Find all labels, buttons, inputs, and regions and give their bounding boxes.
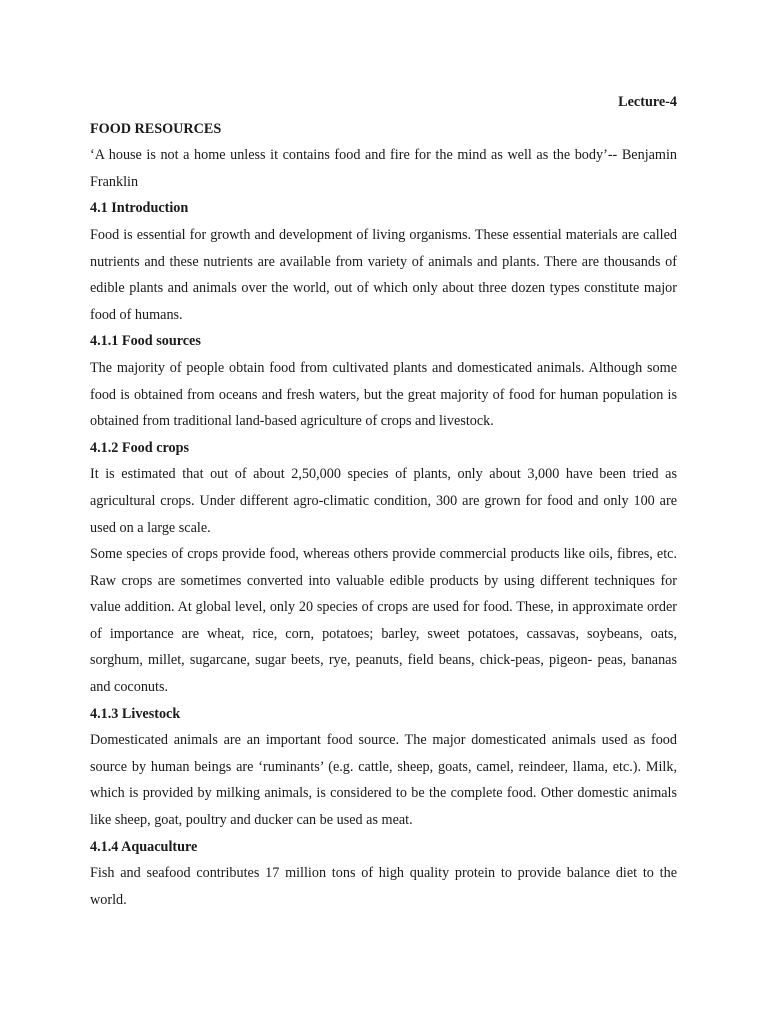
lecture-label: Lecture-4 xyxy=(618,94,677,110)
opening-quote: ‘A house is not a home unless it contains food and fire for the mind as well as the body’-- Benjamin Franklin xyxy=(90,147,677,190)
document-title: FOOD RESOURCES xyxy=(90,120,222,137)
paragraph-food-crops-2: Some species of crops provide food, whereas others provide commercial products like oils, fibres, etc. Raw crops are sometimes converted into valuable edible products by using different techniques for value addition. At global level, only 20 species of crops are used for food. These, in approximate order of importance are wheat, rice, corn, potatoes; barley, sweet potatoes, cassavas, soybeans, oats, sorghum, millet, sugarcane, sugar beets, rye, peanuts, field beans, chick-peas, pigeon- peas, bananas and coconuts. xyxy=(90,546,677,696)
paragraph-introduction: Food is essential for growth and development of living organisms. These essential materials are called nutrients and these nutrients are available from variety of animals and plants. There are thousands of edible plants and animals over the world, out of which only about three dozen types constitute major food of humans. xyxy=(90,226,677,323)
paragraph-livestock: Domesticated animals are an important food source. The major domesticated animals used as food source by human beings are ‘ruminants’ (e.g. cattle, sheep, goats, camel, reindeer, llama, etc.). Milk, which is provided by milking animals, is considered to be the complete food. Other domestic animals like sheep, goat, poultry and ducker can be used as meat. xyxy=(90,732,677,829)
section-heading-food-sources: 4.1.1 Food sources xyxy=(90,333,201,350)
section-heading-livestock: 4.1.3 Livestock xyxy=(90,705,181,722)
paragraph-aquaculture: Fish and seafood contributes 17 million tons of high quality protein to provide balance diet to the world. xyxy=(90,865,677,908)
section-heading-food-crops: 4.1.2 Food crops xyxy=(90,439,190,456)
document-page xyxy=(90,89,677,913)
paragraph-food-sources: The majority of people obtain food from cultivated plants and domesticated animals. Although some food is obtained from oceans and fresh waters, but the great majority of food for human population is obtained from traditional land-based agriculture of crops and livestock. xyxy=(90,359,677,430)
section-heading-introduction: 4.1 Introduction xyxy=(90,200,189,217)
paragraph-food-crops-1: It is estimated that out of about 2,50,000 species of plants, only about 3,000 have been tried as agricultural crops. Under different agro-climatic condition, 300 are grown for food and only 100 are used on a large scale. xyxy=(90,466,677,536)
section-heading-aquaculture: 4.1.4 Aquaculture xyxy=(90,838,198,855)
